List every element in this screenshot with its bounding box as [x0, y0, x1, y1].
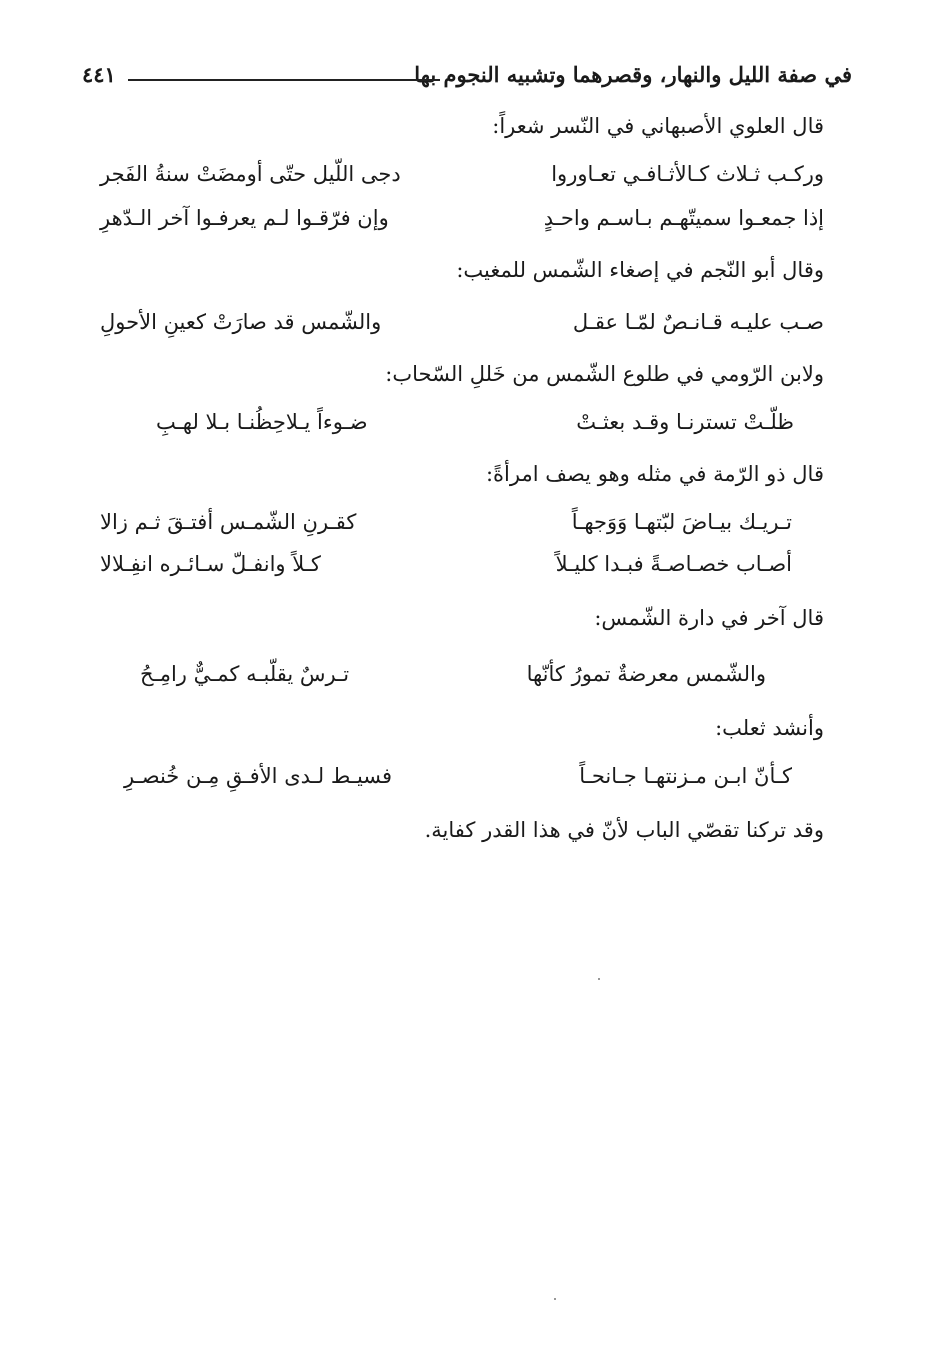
- verse-second-hemistich: ضـوءاً يـلاحِظُنـا بـلا لهـبِ: [156, 410, 368, 434]
- prose-line: ولابن الرّومي في طلوع الشّمس من خَللِ السّحاب:: [385, 362, 824, 386]
- verse-first-hemistich: صـب عليـه قـانـصٌ لمّـا عقـل: [572, 310, 824, 334]
- verse-first-hemistich: كـأنّ ابـن مـزنتهـا جـانحـاً: [579, 764, 792, 788]
- prose-line: وقال أبو النّجم في إصغاء الشّمس للمغيب:: [456, 258, 824, 282]
- prose-line: قال آخر في دارة الشّمس:: [594, 606, 824, 630]
- verse-second-hemistich: والشّمس قد صارَتْ كعينِ الأحولِ: [100, 310, 382, 334]
- verse-first-hemistich: تـريـك بيـاضَ لبّتهـا وَوَجهـاً: [571, 510, 792, 534]
- scan-speck: [554, 1298, 556, 1300]
- verse-second-hemistich: كقـرنِ الشّمـس أفتـقَ ثـم زالا: [100, 510, 357, 534]
- verse-second-hemistich: دجى اللّيل حتّى أومضَتْ سنةُ الفَجر: [100, 162, 401, 186]
- verse-second-hemistich: تـرسٌ يقلّبـه كمـيٌّ رامِـحُ: [140, 662, 350, 686]
- verse-second-hemistich: وإن فرّقـوا لـم يعرفـوا آخر الـدّهرِ: [100, 206, 389, 230]
- header-rule: [128, 79, 440, 81]
- page-header: [82, 58, 852, 98]
- scan-speck: [598, 978, 600, 980]
- verse-first-hemistich: ظلّـتْ تسترنـا وقـد بعثـتْ: [576, 410, 794, 434]
- verse-first-hemistich: والشّمس معرضةٌ تمورُ كأنّها: [526, 662, 766, 686]
- verse-first-hemistich: أصـاب خصـاصـةً فبـدا كليـلاً: [555, 552, 792, 576]
- prose-line: قال العلوي الأصبهاني في النّسر شعراً:: [492, 114, 824, 138]
- prose-line: قال ذو الرّمة في مثله وهو يصف امرأةً:: [485, 462, 824, 486]
- verse-line: [100, 206, 824, 240]
- running-title: في صفة الليل والنهار، وقصرهما وتشبيه النجوم بها: [414, 62, 852, 87]
- verse-line: [100, 410, 824, 444]
- verse-line: [100, 662, 824, 696]
- verse-line: [100, 510, 824, 544]
- verse-line: [100, 552, 824, 586]
- verse-first-hemistich: إذا جمعـوا سميتّهـم بـاسـم واحـدٍ: [543, 206, 824, 230]
- verse-second-hemistich: كـلاً وانفـلّ سـائـره انفِـلالا: [100, 552, 321, 576]
- verse-line: [100, 162, 824, 196]
- prose-line: وأنشد ثعلب:: [715, 716, 824, 740]
- prose-line: وقد تركنا تقصّي الباب لأنّ في هذا القدر كفاية.: [424, 818, 824, 842]
- verse-second-hemistich: فسيـط لـدى الأفـقِ مِـن خُنصـرِ: [124, 764, 393, 788]
- verse-line: [100, 764, 824, 798]
- page-number: ٤٤١: [82, 62, 116, 87]
- verse-line: [100, 310, 824, 344]
- verse-first-hemistich: وركـب ثـلاث كـالأثـافـي تعـاوروا: [551, 162, 824, 186]
